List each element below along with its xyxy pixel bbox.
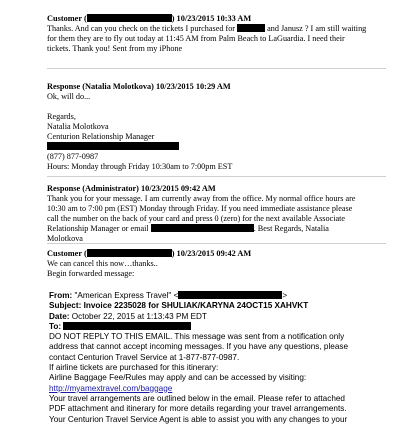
redaction-bar	[178, 291, 282, 299]
redaction-bar	[151, 224, 254, 232]
redaction-bar	[87, 249, 172, 257]
message-header: Customer ( ) 10/23/2015 09:42 AM	[47, 249, 252, 258]
forwarded-email: From: "American Express Travel" < > Subject: Invoice 2235028 for SHULIAK/KARYNA 24OCT15 XAHVKT Date: October 22, 2015 at 1:13:43 PM EDT To: DO NOT REPLY TO THIS EMAIL. This message was sent from a notification only address that cannot accept incoming messages. If you have any questions, please contact Centurion Travel Service at 1-877-877-0987. If airline tickets are purchased for this itinerary: Airline Baggage Fee/Rules may apply and can be accessed by visiting: http://myamextravel.com/baggage Your travel arrangements are outlined below in the email. Please refer to attached PDF attachment and itinerary for more details regarding your travel arrangements. Your Centurion Travel Service Agent is able to assist you with any changes to your	[49, 291, 389, 425]
divider	[47, 176, 386, 177]
fwd-from: From: "American Express Travel" < >	[49, 291, 288, 300]
message-response-admin	[47, 184, 387, 244]
message-header: Response (Administrator) 10/23/2015 09:42 AM	[47, 184, 216, 193]
baggage-link[interactable]: http://myamextravel.com/baggage	[49, 383, 173, 393]
fwd-date: Date: October 22, 2015 at 1:13:43 PM EDT	[49, 311, 207, 321]
message-body: Thank you for your message. I am currently away from the office. My normal office hours are 10:30 am to 7:00 pm (EST) Monday through Friday. If you need immediate assistance please call the number on the back of your card and press 0 (zero) for the next available Associate Relationship Manager or email . Best Regards, Natalia Molotkova	[47, 194, 356, 243]
redaction-bar	[87, 14, 172, 22]
message-header: Customer ( ) 10/23/2015 10:33 AM	[47, 14, 252, 23]
divider	[47, 68, 386, 69]
message-response-natalia	[47, 82, 387, 172]
redaction-bar	[63, 322, 191, 330]
message-body: Ok, will do... Regards, Natalia Molotkova Centurion Relationship Manager (877) 877-0987 Hours: Monday through Friday 10:30am to 7:00pm EST	[47, 92, 233, 171]
message-body: Thanks. And can you check on the tickets I purchased for and Janusz ? I am still waiting for them they are to fly out today at 11:45 AM from Palm Beach to LaGuardia. I need their tickets. Thank you! Sent from my iPhone	[47, 24, 367, 53]
redaction-bar	[237, 24, 265, 32]
fwd-to: To:	[49, 322, 389, 332]
message-customer-2	[47, 249, 387, 279]
message-header: Response (Natalia Molotkova) 10/23/2015 10:29 AM	[47, 82, 231, 91]
message-body: We can cancel this now…thanks.. Begin forwarded message:	[47, 259, 158, 278]
message-customer-1	[47, 14, 387, 54]
fwd-subject: Subject: Invoice 2235028 for SHULIAK/KARYNA 24OCT15 XAHVKT	[49, 301, 309, 311]
redaction-bar	[47, 142, 179, 150]
divider	[47, 243, 386, 244]
